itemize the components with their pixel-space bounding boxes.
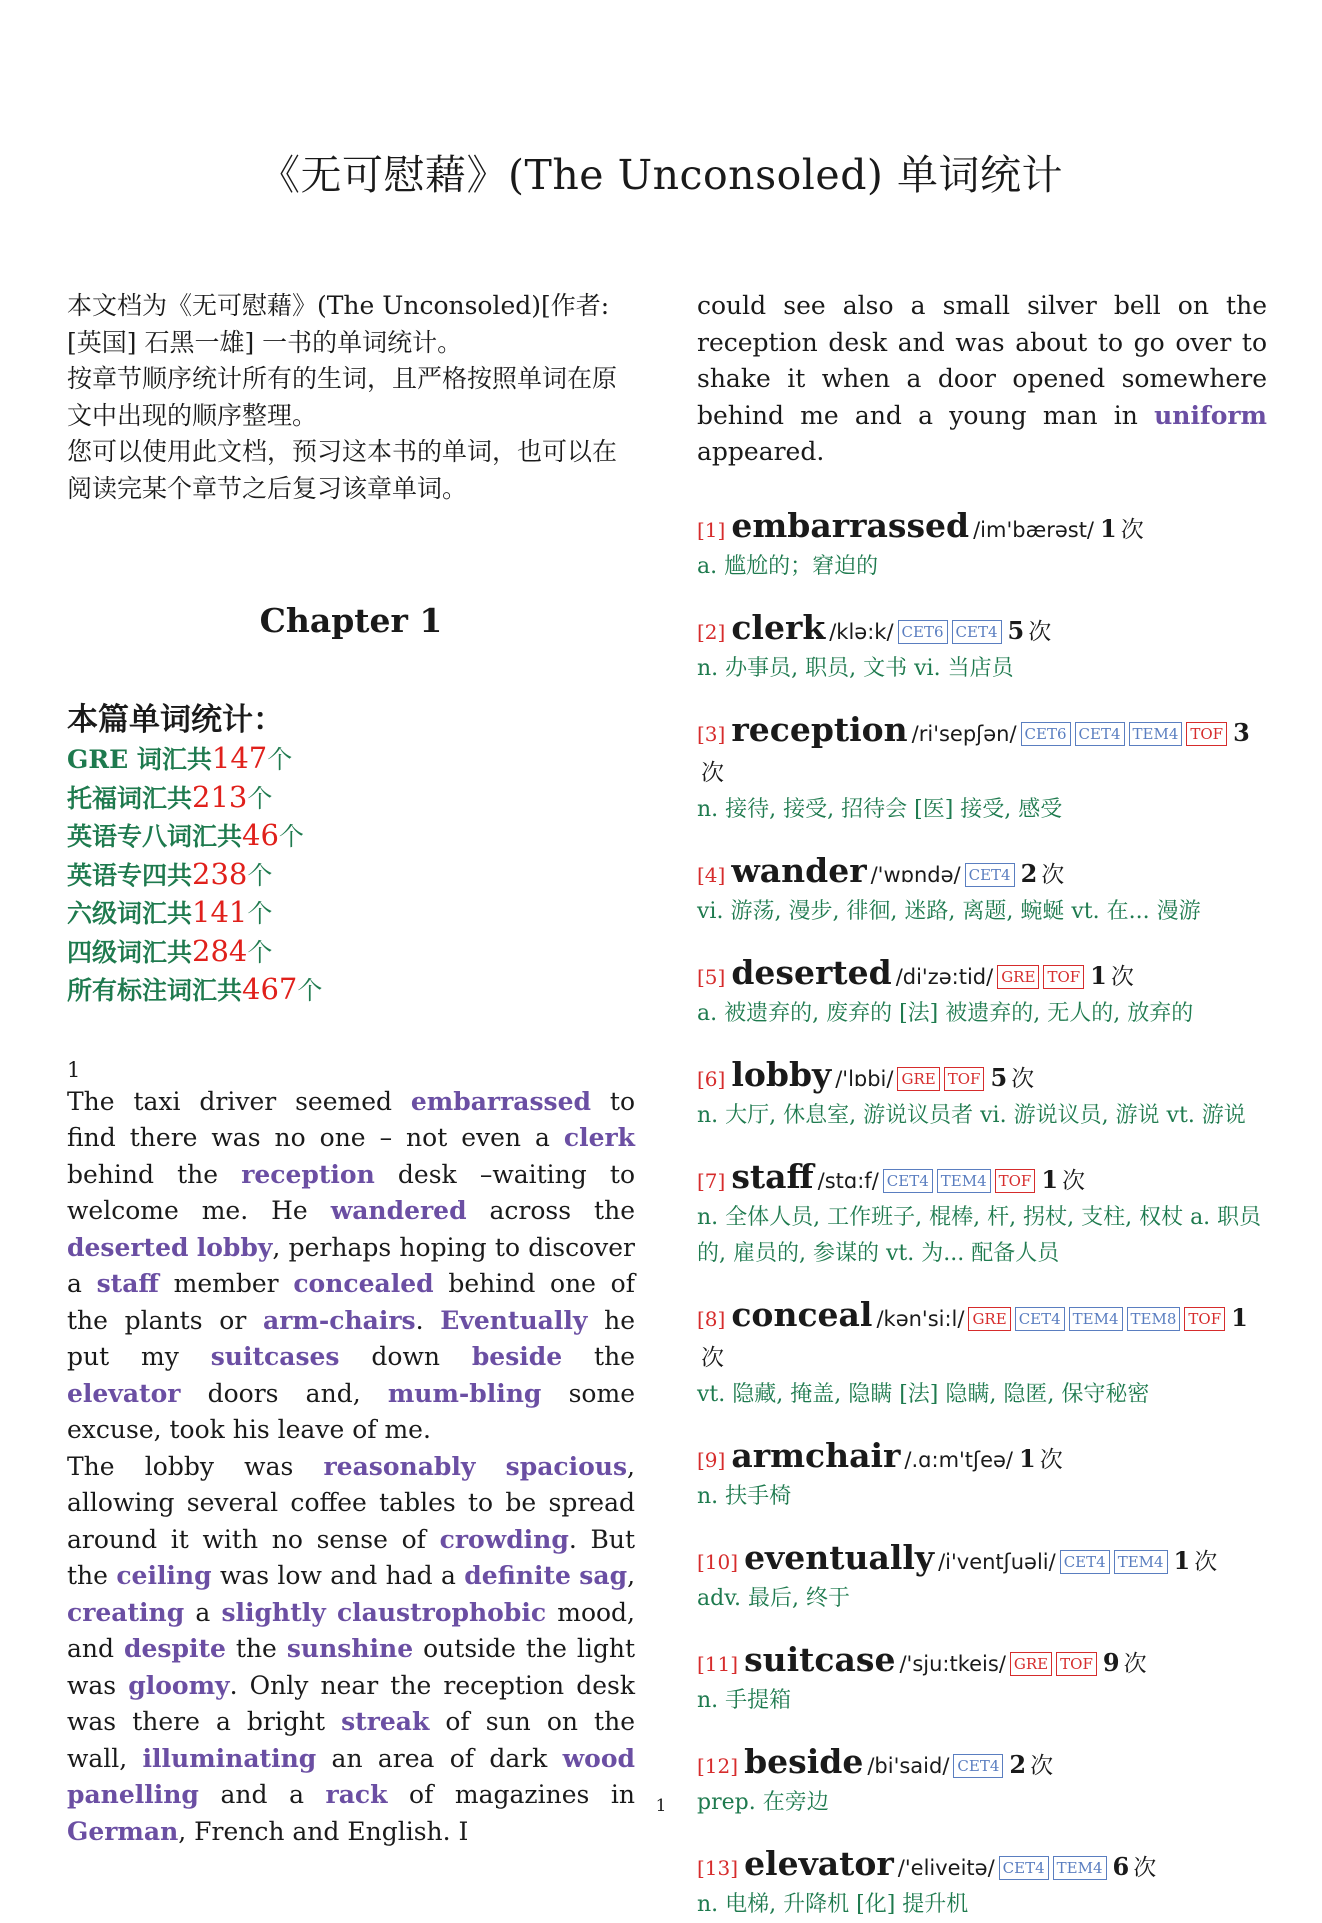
highlighted-word: concealed bbox=[293, 1269, 434, 1298]
passage-paragraph bbox=[67, 1449, 635, 1851]
entry-definition: adv. 最后, 终于 bbox=[697, 1585, 850, 1611]
entry-word: embarrassed bbox=[731, 505, 970, 545]
entry-phonetic: /'lɒbi/ bbox=[835, 1066, 894, 1091]
exam-tag: TEM4 bbox=[1129, 722, 1183, 746]
highlighted-word: clerk bbox=[563, 1123, 635, 1152]
highlighted-word: ceiling bbox=[116, 1561, 212, 1590]
highlighted-word: crowding bbox=[439, 1524, 569, 1554]
exam-tag: GRE bbox=[897, 1067, 939, 1091]
passage-text: , bbox=[627, 1561, 636, 1590]
entry-word: suitcase bbox=[744, 1639, 896, 1679]
exam-tag: TEM4 bbox=[937, 1169, 991, 1193]
highlighted-word: Eventually bbox=[440, 1305, 588, 1335]
passage-text: the bbox=[562, 1342, 636, 1371]
entry-count-unit: 次 bbox=[1120, 516, 1144, 543]
entry-head bbox=[697, 1296, 1267, 1377]
entry-count: 1 bbox=[1173, 1545, 1191, 1575]
entry-count: 6 bbox=[1112, 1851, 1130, 1881]
vocab-entry bbox=[697, 711, 1267, 828]
entry-definition: n. 全体人员, 工作班子, 棍棒, 杆, 拐杖, 支柱, 权杖 a. 职员的, 雇员的, 参谋的 vt. 为... 配备人员 bbox=[697, 1204, 1262, 1266]
intro-line: 按章节顺序统计所有的生词，且严格按照单词在原文中出现的顺序整理。 bbox=[67, 364, 618, 430]
entry-word: conceal bbox=[731, 1294, 873, 1334]
entry-count: 5 bbox=[1007, 615, 1025, 645]
stats-label: 英语专八词汇共 bbox=[67, 822, 243, 851]
passage-text: The taxi driver seemed bbox=[67, 1086, 411, 1116]
passage-text: and a bbox=[198, 1780, 326, 1809]
page-number: 1 bbox=[655, 1796, 667, 1816]
entry-index: [4] bbox=[697, 862, 726, 887]
entry-definition: n. 手提箱 bbox=[697, 1687, 792, 1713]
entry-word: elevator bbox=[744, 1843, 894, 1883]
highlighted-word: wandered bbox=[330, 1196, 467, 1225]
entry-phonetic: /.ɑ:m'tʃeə/ bbox=[904, 1447, 1014, 1472]
stats-count: 213 bbox=[192, 779, 248, 814]
passage-text: could see also a small silver bell on the reception desk and was about to go over to shake it when a door opened somewhere behind me and a young man in bbox=[697, 291, 1267, 430]
passage-paragraph bbox=[67, 1084, 635, 1449]
entry-count: 5 bbox=[990, 1062, 1008, 1092]
stats-label: GRE 词汇共 bbox=[67, 745, 212, 774]
entry-count-unit: 次 bbox=[1028, 618, 1052, 645]
passage-text: appeared. bbox=[697, 437, 825, 466]
highlighted-word: spacious bbox=[505, 1451, 628, 1481]
stats-unit: 个 bbox=[278, 822, 304, 851]
entry-word: eventually bbox=[744, 1537, 935, 1577]
entry-phonetic: /'sju:tkeis/ bbox=[899, 1651, 1006, 1676]
stats-line bbox=[67, 817, 635, 856]
stats-unit: 个 bbox=[247, 937, 273, 967]
entry-count: 1 bbox=[1100, 513, 1117, 543]
exam-tag: TOF bbox=[1184, 1307, 1225, 1331]
vocab-entry bbox=[697, 1641, 1267, 1719]
entry-index: [10] bbox=[697, 1549, 739, 1574]
entry-phonetic: /stɑ:f/ bbox=[817, 1168, 879, 1193]
vocab-entry bbox=[697, 1056, 1267, 1134]
exam-tag: TOF bbox=[995, 1169, 1036, 1193]
stats-count: 141 bbox=[192, 895, 248, 929]
entry-head bbox=[697, 1743, 1267, 1785]
entry-head bbox=[697, 711, 1267, 792]
exam-tag: TEM4 bbox=[1053, 1856, 1107, 1880]
entry-head bbox=[697, 1437, 1267, 1479]
entry-count-unit: 次 bbox=[1030, 1752, 1054, 1779]
entry-head bbox=[697, 1539, 1267, 1581]
highlighted-word: wood bbox=[562, 1743, 635, 1773]
highlighted-word: embarrassed bbox=[410, 1086, 592, 1116]
entry-phonetic: /'wɒndə/ bbox=[870, 862, 961, 887]
entry-count-unit: 次 bbox=[1110, 963, 1134, 990]
entry-definition: n. 电梯, 升降机 [化] 提升机 bbox=[697, 1891, 969, 1917]
passage-text: behind the bbox=[67, 1159, 242, 1189]
highlighted-word: sag bbox=[579, 1561, 628, 1590]
stats-count: 238 bbox=[192, 856, 248, 891]
passage-text: desk –waiting to welcome me. He bbox=[67, 1159, 635, 1225]
entry-head bbox=[697, 1845, 1267, 1887]
entry-phonetic: /im'bærəst/ bbox=[973, 517, 1095, 542]
intro-line: 您可以使用此文档，预习这本书的单词，也可以在阅读完某个章节之后复习该章单词。 bbox=[67, 437, 618, 503]
highlighted-word: definite bbox=[464, 1561, 571, 1590]
entry-definition: n. 大厅, 休息室, 游说议员者 vi. 游说议员, 游说 vt. 游说 bbox=[697, 1102, 1246, 1128]
entry-head bbox=[697, 507, 1267, 549]
entry-index: [2] bbox=[697, 619, 726, 644]
exam-tag: CET4 bbox=[952, 620, 1002, 644]
passage-text bbox=[326, 1598, 337, 1627]
stats-label: 托福词汇共 bbox=[67, 783, 193, 813]
stats-count: 147 bbox=[211, 741, 268, 775]
passage-text: , French and English. I bbox=[178, 1816, 469, 1846]
exam-tag: CET4 bbox=[1060, 1550, 1110, 1574]
vocab-entry bbox=[697, 1437, 1267, 1515]
entry-index: [8] bbox=[697, 1306, 726, 1331]
exam-tag: CET6 bbox=[1021, 722, 1071, 746]
stats-unit: 个 bbox=[297, 976, 323, 1005]
passage-text: doors and, bbox=[180, 1378, 388, 1408]
highlighted-word: rack bbox=[325, 1780, 388, 1809]
highlighted-word: despite bbox=[124, 1634, 226, 1663]
stats-list bbox=[67, 740, 635, 1010]
entry-word: lobby bbox=[731, 1054, 832, 1094]
intro bbox=[67, 288, 635, 507]
entry-phonetic: /klə:k/ bbox=[829, 619, 894, 644]
right-column bbox=[697, 288, 1267, 1923]
exam-tag: TEM4 bbox=[1069, 1307, 1123, 1331]
vocab-entry bbox=[697, 954, 1267, 1032]
left-column bbox=[67, 288, 635, 1850]
highlighted-word: arm-chairs bbox=[263, 1305, 416, 1335]
document-title: 《无可慰藉》(The Unconsoled) 单词统计 bbox=[259, 151, 1063, 199]
entry-index: [12] bbox=[697, 1753, 739, 1778]
entry-count: 1 bbox=[1019, 1443, 1036, 1473]
vocab-entry bbox=[697, 507, 1267, 585]
stats-label: 所有标注词汇共 bbox=[67, 976, 243, 1005]
highlighted-word: lobby bbox=[196, 1232, 273, 1262]
entry-count-unit: 次 bbox=[1123, 1650, 1147, 1677]
passage-text: of magazines in bbox=[387, 1780, 635, 1809]
entry-index: [1] bbox=[697, 517, 726, 542]
highlighted-word: creating bbox=[67, 1597, 185, 1627]
passage-text: mood, and bbox=[67, 1597, 635, 1663]
entry-head bbox=[697, 1158, 1267, 1200]
passage-text: . Only near the reception desk was there a bright bbox=[67, 1670, 635, 1736]
passage-text: down bbox=[339, 1342, 472, 1371]
entry-index: [5] bbox=[697, 964, 726, 989]
stats-count: 284 bbox=[192, 933, 248, 968]
entry-head bbox=[697, 852, 1267, 894]
stats-label: 英语专四共 bbox=[67, 860, 193, 890]
entry-definition: n. 接待, 接受, 招待会 [医] 接受, 感受 bbox=[697, 796, 1063, 822]
exam-tag: CET4 bbox=[1015, 1307, 1065, 1331]
vocab-entry bbox=[697, 1845, 1267, 1923]
highlighted-word: deserted bbox=[67, 1232, 189, 1262]
stats-label: 六级词汇共 bbox=[67, 899, 193, 928]
entry-definition: n. 办事员, 职员, 文书 vi. 当店员 bbox=[697, 655, 1014, 681]
exam-tag: TEM4 bbox=[1114, 1550, 1168, 1574]
highlighted-word: elevator bbox=[67, 1378, 181, 1408]
passage-number: 1 bbox=[67, 1057, 81, 1082]
entry-count: 1 bbox=[1090, 960, 1107, 990]
entry-definition: a. 被遗弃的, 废弃的 [法] 被遗弃的, 无人的, 放弃的 bbox=[697, 1000, 1194, 1026]
stats-unit: 个 bbox=[247, 860, 273, 890]
entry-count-unit: 次 bbox=[1011, 1065, 1035, 1092]
entry-head bbox=[697, 1056, 1267, 1098]
stats-count: 46 bbox=[242, 818, 279, 852]
entry-word: staff bbox=[731, 1156, 814, 1196]
stats-line bbox=[67, 779, 635, 818]
entry-definition: vt. 隐藏, 掩盖, 隐瞒 [法] 隐瞒, 隐匿, 保守秘密 bbox=[697, 1381, 1150, 1407]
entry-word: deserted bbox=[731, 952, 892, 992]
passage-text: The lobby was bbox=[67, 1451, 324, 1481]
entry-head bbox=[697, 609, 1267, 651]
entry-definition: n. 扶手椅 bbox=[697, 1483, 792, 1509]
intro-line: 本文档为《无可慰藉》(The Unconsoled)[作者:[英国] 石黑一雄] 一书的单词统计。 bbox=[67, 291, 610, 357]
stats-count: 467 bbox=[242, 972, 298, 1006]
passage-text: , perhaps hoping to discover a bbox=[67, 1232, 635, 1298]
entry-count-unit: 次 bbox=[1133, 1854, 1157, 1881]
exam-tag: GRE bbox=[968, 1307, 1010, 1331]
exam-tag: CET4 bbox=[883, 1169, 933, 1193]
highlighted-word: suitcases bbox=[210, 1342, 340, 1371]
entry-phonetic: /kən'si:l/ bbox=[876, 1306, 965, 1331]
passage-text: was low and had a bbox=[211, 1561, 465, 1590]
entry-index: [7] bbox=[697, 1168, 726, 1193]
exam-tag: TOF bbox=[1056, 1652, 1097, 1676]
entry-count: 2 bbox=[1009, 1749, 1027, 1779]
passage-text bbox=[188, 1233, 196, 1262]
passage-text: outside the light was bbox=[67, 1634, 636, 1700]
entry-word: wander bbox=[731, 850, 867, 890]
exam-tag: CET4 bbox=[1075, 722, 1125, 746]
entry-word: armchair bbox=[731, 1435, 901, 1475]
entry-index: [13] bbox=[697, 1855, 739, 1880]
highlighted-word: reasonably bbox=[323, 1451, 476, 1481]
passage-text: . But the bbox=[67, 1524, 635, 1590]
entry-phonetic: /di'zə:tid/ bbox=[895, 964, 994, 989]
stats-line bbox=[67, 894, 635, 933]
highlighted-word: panelling bbox=[67, 1780, 199, 1809]
entry-phonetic: /bi'said/ bbox=[867, 1753, 950, 1778]
entry-definition: vi. 游荡, 漫步, 徘徊, 迷路, 离题, 蜿蜒 vt. 在... 漫游 bbox=[697, 898, 1201, 924]
entry-count-unit: 次 bbox=[1194, 1548, 1218, 1575]
vocab-entry bbox=[697, 1296, 1267, 1413]
stats-unit: 个 bbox=[247, 783, 273, 813]
entry-phonetic: /'eliveitə/ bbox=[897, 1855, 995, 1880]
stats-heading: 本篇单词统计： bbox=[67, 702, 284, 738]
passage-text: he put my bbox=[67, 1305, 636, 1371]
highlighted-word: slightly bbox=[221, 1597, 326, 1627]
stats-label: 四级词汇共 bbox=[67, 937, 193, 967]
passage-text: of sun on the wall, bbox=[67, 1707, 635, 1773]
exam-tag: GRE bbox=[997, 965, 1039, 989]
stats-line bbox=[67, 933, 635, 972]
entry-count-unit: 次 bbox=[1039, 1446, 1063, 1473]
highlighted-word: reception bbox=[241, 1159, 375, 1189]
entry-count-unit: 次 bbox=[1041, 861, 1065, 888]
entry-head bbox=[697, 1641, 1267, 1683]
entry-definition: prep. 在旁边 bbox=[697, 1789, 829, 1815]
entry-count: 1 bbox=[1231, 1302, 1248, 1332]
stats-unit: 个 bbox=[247, 899, 273, 928]
passage-text: member bbox=[158, 1269, 294, 1298]
entry-index: [9] bbox=[697, 1447, 726, 1472]
exam-tag: CET4 bbox=[953, 1754, 1003, 1778]
vocabulary-list bbox=[697, 507, 1267, 1923]
entry-word: reception bbox=[731, 709, 908, 749]
entry-count: 1 bbox=[1041, 1164, 1059, 1194]
entry-index: [3] bbox=[697, 721, 726, 746]
highlighted-word: beside bbox=[471, 1342, 563, 1371]
stats-unit: 个 bbox=[267, 745, 293, 774]
highlighted-word: streak bbox=[341, 1707, 430, 1736]
passage-text: some excuse, took his leave of me. bbox=[67, 1378, 635, 1444]
passage-text: , allowing several coffee tables to be spread around it with no sense of bbox=[67, 1451, 635, 1554]
entry-index: [6] bbox=[697, 1066, 726, 1091]
highlighted-word: uniform bbox=[1154, 400, 1267, 430]
stats-line bbox=[67, 971, 635, 1010]
entry-head bbox=[697, 954, 1267, 996]
exam-tag: TOF bbox=[1043, 965, 1084, 989]
vocab-entry bbox=[697, 1539, 1267, 1617]
chapter-title: Chapter 1 bbox=[259, 601, 443, 640]
exam-tag: CET4 bbox=[999, 1856, 1049, 1880]
passage-text: behind one of the plants or bbox=[67, 1269, 635, 1335]
entry-count-unit: 次 bbox=[701, 1344, 724, 1371]
highlighted-word: illuminating bbox=[142, 1743, 317, 1773]
entry-count: 2 bbox=[1020, 858, 1038, 888]
entry-word: clerk bbox=[731, 607, 826, 647]
highlighted-word: German bbox=[67, 1816, 179, 1846]
entry-count: 3 bbox=[1233, 717, 1250, 747]
vocab-entry bbox=[697, 852, 1267, 930]
exam-tag: TOF bbox=[944, 1067, 985, 1091]
entry-definition: a. 尴尬的；窘迫的 bbox=[697, 553, 879, 579]
entry-index: [11] bbox=[697, 1651, 739, 1676]
highlighted-word: staff bbox=[96, 1269, 159, 1298]
passage-text: . bbox=[415, 1305, 441, 1335]
highlighted-word: claustrophobic bbox=[336, 1597, 547, 1627]
exam-tag: CET6 bbox=[898, 620, 948, 644]
stats-line bbox=[67, 740, 635, 779]
highlighted-word: gloomy bbox=[128, 1670, 230, 1700]
exam-tag: TEM8 bbox=[1127, 1307, 1181, 1331]
passage-text: to find there was no one – not even a bbox=[67, 1086, 635, 1152]
entry-word: beside bbox=[744, 1741, 864, 1781]
highlighted-word: sunshine bbox=[286, 1634, 414, 1663]
exam-tag: CET4 bbox=[965, 863, 1015, 887]
passage-text: across the bbox=[466, 1196, 635, 1225]
entry-phonetic: /ri'sepʃən/ bbox=[911, 721, 1017, 746]
entry-count-unit: 次 bbox=[701, 759, 724, 786]
entry-count: 9 bbox=[1102, 1647, 1120, 1677]
passage-text bbox=[475, 1452, 505, 1481]
stats-line bbox=[67, 856, 635, 895]
passage-continuation bbox=[697, 288, 1267, 471]
vocab-entry bbox=[697, 1158, 1267, 1272]
passage-text: the bbox=[225, 1634, 287, 1663]
passage-text: a bbox=[184, 1597, 222, 1627]
exam-tag: TOF bbox=[1186, 722, 1227, 746]
entry-phonetic: /i'ventʃuəli/ bbox=[938, 1549, 1056, 1574]
passage-text: an area of dark bbox=[316, 1743, 563, 1773]
entry-count-unit: 次 bbox=[1062, 1167, 1086, 1194]
vocab-entry bbox=[697, 609, 1267, 687]
highlighted-word: mum-bling bbox=[387, 1378, 542, 1408]
exam-tag: GRE bbox=[1010, 1652, 1052, 1676]
